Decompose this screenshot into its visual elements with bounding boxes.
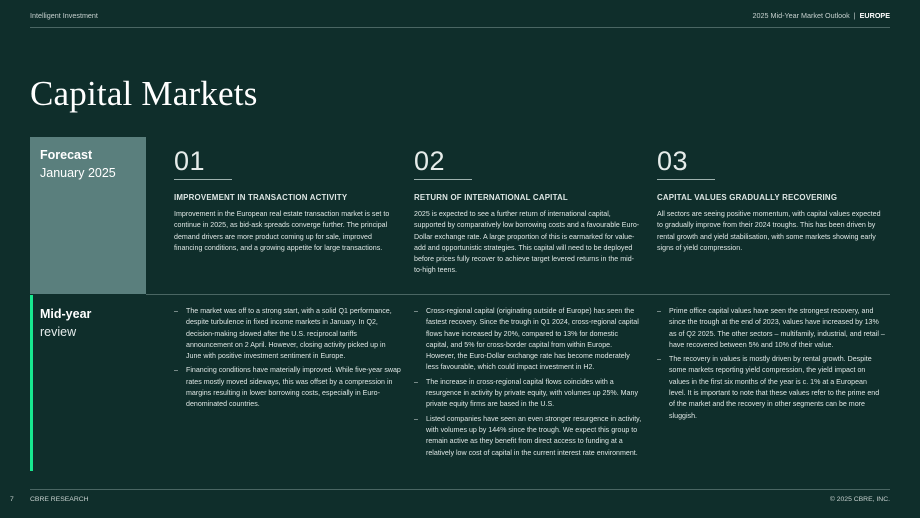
forecast-column-3 <box>657 146 885 254</box>
number-underline <box>657 179 715 180</box>
review-title: Mid-year <box>40 307 92 321</box>
source-label: CBRE RESEARCH <box>30 496 89 503</box>
bullet-list <box>174 306 402 411</box>
list-item: – The recovery in values is mostly driven by rental growth. Despite some markets reporting yield compression, the yield impact on values in the first six months of the year is c. 1% at a European level. It is important to note that these values refer to the prime end of the market and the recovery in other segments can be more sluggish. <box>657 354 885 422</box>
report-label <box>753 11 890 20</box>
separator: | <box>853 11 856 20</box>
page-title: Capital Markets <box>30 74 258 113</box>
region-label: EUROPE <box>859 11 890 20</box>
bullet-list <box>414 306 642 459</box>
column-heading: IMPROVEMENT IN TRANSACTION ACTIVITY <box>174 193 348 202</box>
column-number: 03 <box>657 146 689 176</box>
list-item: – Listed companies have seen an even stronger resurgence in activity, with volumes up by 144% since the trough. We expect this group to remain active as they benefit from direct access to funding at a relatively low cost of capital in the current interest rate environment. <box>414 414 642 459</box>
accent-bar <box>30 295 33 471</box>
review-column-3 <box>657 306 885 425</box>
section-divider <box>146 294 890 295</box>
list-item: – Prime office capital values have seen the strongest recovery, and since the trough at the end of 2023, values have increased by 13% as of Q2 2025. The other sectors – multifamily, industrial, and retail – have recovered between 5% and 10% of their value. <box>657 306 885 351</box>
footer-divider <box>30 489 890 490</box>
column-body: All sectors are seeing positive momentum, with capital values expected to gradually improve from their 2024 troughs. This has been driven by rental growth and yield stabilisation, with some markets showing early signs of yield compression. <box>657 210 881 252</box>
column-heading: RETURN OF INTERNATIONAL CAPITAL <box>414 193 568 202</box>
list-item: – The market was off to a strong start, with a solid Q1 performance, despite turbulence in fixed income markets in January. In Q2, decision-making slowed after the U.S. reciprocal tariffs announcement on 2 April. However, closing activity picked up in June with positive investment sentiment in Europe. <box>174 306 402 362</box>
list-item: – Cross-regional capital (originating outside of Europe) has seen the fastest recovery. Since the trough in Q1 2024, cross-regional capital flows have increased by 20%, compared to 13% for domestic capital, and 5% for cross-border capital from within Europe. However, the Euro-Dollar exchange rate has become moderately less favourable, which could impact investment in H2. <box>414 306 642 374</box>
forecast-title: Forecast <box>40 148 93 162</box>
column-number: 02 <box>414 146 446 176</box>
review-column-1 <box>174 306 402 414</box>
forecast-label-panel <box>30 137 146 294</box>
list-item: – Financing conditions have materially improved. While five-year swap rates mostly moved sideways, this was offset by a compression in margins resulting in lower borrowing costs, especially in Euro-denominated countries. <box>174 365 402 410</box>
footer <box>10 496 890 508</box>
top-bar <box>30 11 890 23</box>
copyright: © 2025 CBRE, INC. <box>829 496 890 503</box>
forecast-column-2 <box>414 146 642 277</box>
column-number: 01 <box>174 146 206 176</box>
page-number: 7 <box>10 496 14 503</box>
forecast-subtitle: January 2025 <box>40 166 116 180</box>
review-subtitle: review <box>40 325 77 339</box>
column-heading: CAPITAL VALUES GRADUALLY RECOVERING <box>657 193 838 202</box>
bullet-list <box>657 306 885 422</box>
report-title: 2025 Mid-Year Market Outlook <box>752 11 850 20</box>
header-divider <box>30 27 890 28</box>
review-column-2 <box>414 306 642 462</box>
column-body: 2025 is expected to see a further return of international capital, supported by comparatively low borrowing costs and a favourable Euro-Dollar exchange rate. A large proportion of this is earmarked for value-add and opportunistic strategies. This capital will need to be deployed before prices fully recover to achieve target levered returns in the mid-to-high teens. <box>414 210 640 275</box>
brand-label: Intelligent Investment <box>30 11 98 20</box>
column-body: Improvement in the European real estate transaction market is set to continue in 2025, as bid-ask spreads converge further. The principal demand drivers are more product coming up for sale, improved financing conditions, and a growing appetite for large transactions. <box>174 210 390 252</box>
forecast-column-1 <box>174 146 402 254</box>
list-item: – The increase in cross-regional capital flows coincides with a resurgence in activity by private equity, with volumes up 25%. Many private equity firms are based in the U.S. <box>414 377 642 411</box>
review-label-panel <box>30 295 146 471</box>
number-underline <box>414 179 472 180</box>
number-underline <box>174 179 232 180</box>
